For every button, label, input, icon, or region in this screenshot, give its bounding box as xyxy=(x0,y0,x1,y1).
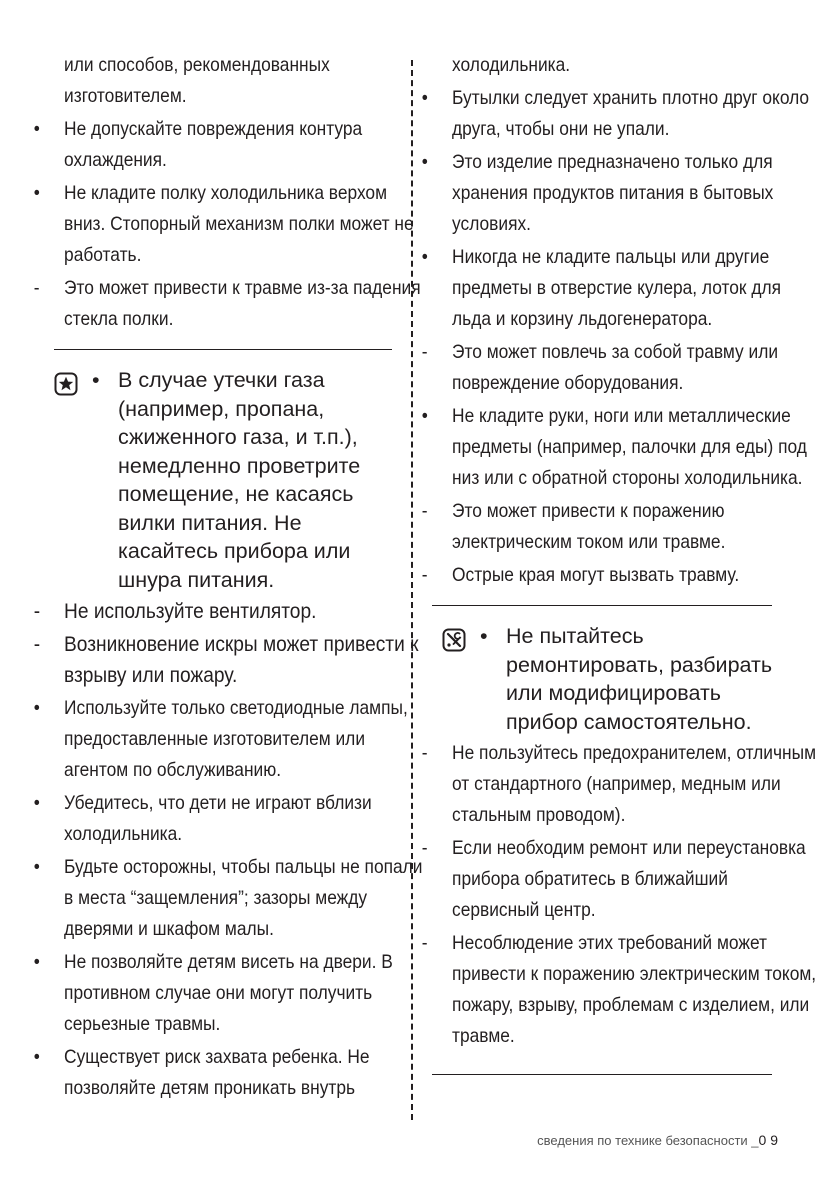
bullet-marker: • xyxy=(33,951,40,973)
list-item xyxy=(420,242,819,335)
note-text: В случае утечки газа (например, пропана, сжиженного газа, и т.п.), немедленно проветрите помещение, не касаясь вилки питания. Не касайтесь прибора или шнура питания. xyxy=(118,368,361,592)
list-item xyxy=(32,273,431,335)
list-item xyxy=(420,560,819,591)
item-text: Это может привести к поражению электрическим током или травме. xyxy=(452,500,726,553)
item-text: Существует риск захвата ребенка. Не позволяйте детям проникать внутрь xyxy=(64,1046,370,1099)
item-text: Убедитесь, что дети не играют вблизи холодильника. xyxy=(64,792,372,845)
item-text: Не допускайте повреждения контура охлаждения. xyxy=(64,118,363,171)
important-note xyxy=(32,366,400,594)
item-text: Несоблюдение этих требований может привести к поражению электрическим током, пожару, взрыву, проблемам с изделием, или травме. xyxy=(452,932,817,1047)
list-item xyxy=(420,401,819,494)
bullet-marker: - xyxy=(421,500,428,522)
page-number: 0 9 xyxy=(758,1132,778,1148)
item-text: Никогда не кладите пальцы или другие предметы в отверстие кулера, лоток для льда и корзину льдогенератора. xyxy=(452,246,782,330)
bullet-marker: • xyxy=(33,697,40,719)
list-item xyxy=(32,788,431,850)
section-divider xyxy=(432,605,772,606)
bullet-marker: - xyxy=(421,742,428,764)
left-list-2 xyxy=(32,596,423,1104)
bullet-marker: - xyxy=(33,277,40,299)
item-text: Возникновение искры может привести к взрыву или пожару. xyxy=(64,632,419,687)
list-item xyxy=(420,337,819,399)
column-divider xyxy=(411,60,413,1120)
section-divider xyxy=(432,1074,772,1075)
item-text: Не используйте вентилятор. xyxy=(64,599,317,623)
star-icon xyxy=(54,372,78,396)
list-item xyxy=(420,928,819,1052)
bullet-marker: - xyxy=(33,599,41,623)
item-text: или способов, рекомендованных изготовителем. xyxy=(64,54,330,107)
item-text: Это изделие предназначено только для хранения продуктов питания в бытовых условиях. xyxy=(452,151,774,235)
list-item xyxy=(32,947,431,1040)
item-text: Используйте только светодиодные лампы, предоставленные изготовителем или агентом по обслуживанию. xyxy=(64,697,408,781)
important-note xyxy=(420,622,790,736)
item-text: Это может привести к травме из-за падения стекла полки. xyxy=(64,277,421,330)
list-item xyxy=(32,693,431,786)
bullet-marker: • xyxy=(33,182,40,204)
item-text: Это может повлечь за собой травму или повреждение оборудования. xyxy=(452,341,779,394)
list-item xyxy=(32,596,431,627)
footer-text: сведения по технике безопасности _ xyxy=(537,1133,759,1148)
right-list-1 xyxy=(420,83,810,591)
list-item xyxy=(32,50,431,112)
item-text: Будьте осторожны, чтобы пальцы не попали в места “защемления”; зазоры между дверями и шкафом малы. xyxy=(64,856,423,940)
note-text: Не пытайтесь ремонтировать, разбирать или модифицировать прибор самостоятельно. xyxy=(506,624,773,734)
bullet-marker: • xyxy=(33,1046,40,1068)
list-item xyxy=(32,852,431,945)
page-footer xyxy=(537,1132,778,1148)
item-text: Если необходим ремонт или переустановка прибора обратитесь в ближайший сервисный центр. xyxy=(452,837,806,921)
bullet-marker: • xyxy=(421,151,428,173)
item-text: Острые края могут вызвать травму. xyxy=(452,564,740,586)
right-column xyxy=(420,50,817,1091)
left-list-1 xyxy=(32,114,421,335)
bullet-marker: - xyxy=(421,837,428,859)
list-item xyxy=(420,496,819,558)
list-item xyxy=(32,178,431,271)
bullet-marker: • xyxy=(421,246,428,268)
list-item xyxy=(420,147,819,240)
note-text-block xyxy=(480,622,790,736)
bullet-marker: • xyxy=(33,856,40,878)
right-list-2 xyxy=(420,738,817,1052)
list-item xyxy=(32,1042,431,1104)
bullet-marker: • xyxy=(33,792,40,814)
list-item xyxy=(420,50,819,81)
bullet-marker: - xyxy=(421,564,428,586)
bullet-marker: • xyxy=(421,87,428,109)
bullet-marker: - xyxy=(33,632,41,656)
list-item xyxy=(420,738,819,831)
section-divider xyxy=(54,349,392,350)
item-text: Не позволяйте детям висеть на двери. В противном случае они могут получить серьезные травмы. xyxy=(64,951,393,1035)
item-text: Не пользуйтесь предохранителем, отличным от стандартного (например, медным или стальным проводом). xyxy=(452,742,817,826)
bullet-marker: - xyxy=(421,341,428,363)
item-text: Не кладите руки, ноги или металлические предметы (например, палочки для еды) под низ или с обратной стороны холодильника. xyxy=(452,405,807,489)
list-item xyxy=(420,83,819,145)
left-column xyxy=(32,50,423,1104)
item-text: Не кладите полку холодильника верхом вниз. Стопорный механизм полки может не работать. xyxy=(64,182,414,266)
bullet-marker: • xyxy=(33,118,40,140)
note-text-block xyxy=(92,366,400,594)
bullet-marker: • xyxy=(421,405,428,427)
list-item xyxy=(420,833,819,926)
item-text: Бутылки следует хранить плотно друг около друга, чтобы они не упали. xyxy=(452,87,810,140)
bullet-marker: - xyxy=(421,932,428,954)
item-text: холодильника. xyxy=(452,54,571,76)
list-item xyxy=(32,114,431,176)
list-item xyxy=(32,629,431,691)
bullet-marker: • xyxy=(92,368,100,392)
no-repair-icon xyxy=(442,628,466,652)
bullet-marker: • xyxy=(480,624,488,648)
